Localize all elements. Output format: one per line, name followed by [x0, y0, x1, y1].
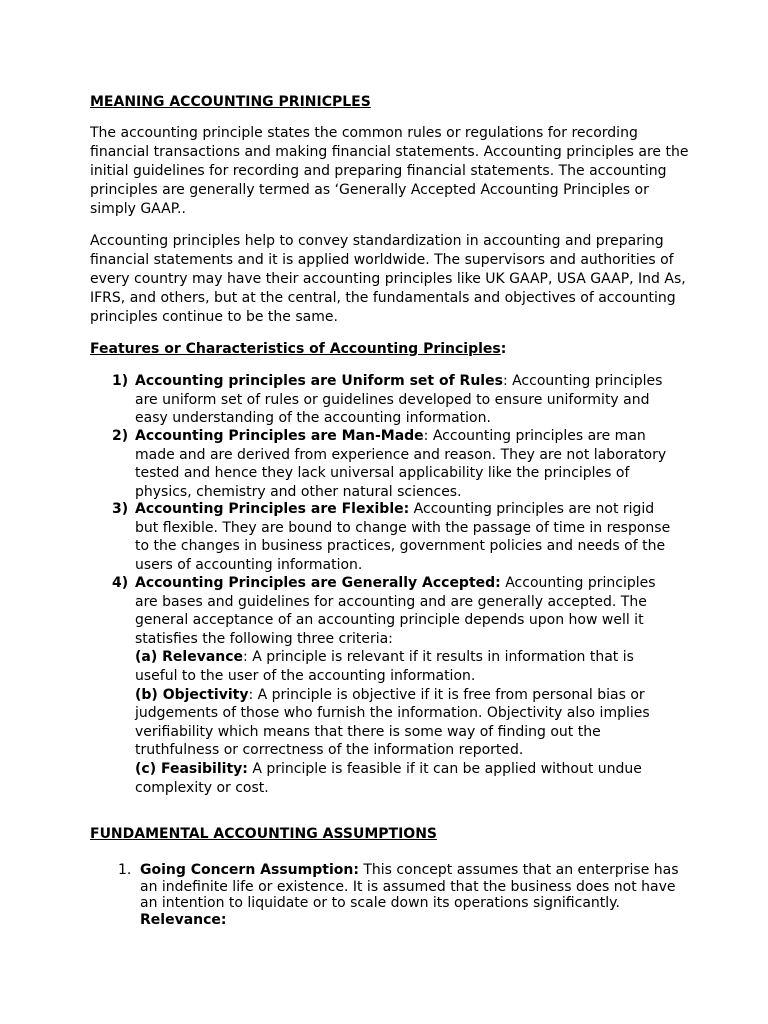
feature-text: Accounting principles are bases and guidelines for accounting and are generally accepted. The general acceptance of an accounting principle depends upon how well it statisfies the following three criteria: [135, 575, 656, 647]
feature-item-2 [112, 427, 680, 501]
features-heading-colon: : [500, 341, 507, 357]
heading-fundamental-assumptions: FUNDAMENTAL ACCOUNTING ASSUMPTIONS [90, 826, 438, 842]
feature-number: 2) [112, 428, 129, 444]
assumption-number: 1. [118, 862, 132, 878]
criterion-text: A principle is feasible if it can be applied without undue complexity or cost. [135, 760, 642, 796]
criterion-text: : A principle is relevant if it results in information that is useful to the user of the accounting information. [135, 649, 634, 684]
heading-meaning-accounting-principles: MEANING ACCOUNTING PRINICPLES [90, 94, 371, 110]
assumption-subheading: Relevance: [140, 911, 227, 928]
feature-title: Accounting principles are Uniform set of Rules [135, 373, 503, 389]
paragraph-definition: The accounting principle states the common rules or regulations for recording financial transactions and making financial statements. Accounting principles are the initial guidelines for recording and preparing financial statements. The accounting principles are generally termed as ‘Generally Accepted Accounting Principles or simply GAAP.. [90, 125, 689, 217]
feature-number: 1) [112, 373, 129, 389]
feature-title: Accounting Principles are Man-Made [135, 428, 424, 444]
feature-title: Accounting Principles are Generally Accepted: [135, 575, 501, 591]
features-heading [90, 340, 506, 358]
feature-text: : Accounting principles are uniform set of rules or guidelines developed to ensure uniformity and easy understanding of the accounting information. [135, 373, 663, 427]
criterion-title: (b) Objectivity [135, 686, 249, 703]
features-heading-text: Features or Characteristics of Accounting Principles [90, 341, 501, 357]
criterion-title: (a) Relevance [135, 649, 244, 666]
assumption-text: This concept assumes that an enterprise has an indefinite life or existence. It is assumed that the business does not have an intention to liquidate or to scale down its operations significantly. [140, 862, 679, 911]
assumption-item-1 [118, 862, 685, 928]
feature-item-4 [112, 574, 680, 797]
paragraph-standardization: Accounting principles help to convey standardization in accounting and preparing financial statements and it is applied worldwide. The supervisors and authorities of every country may have their accounting principles like UK GAAP, USA GAAP, Ind As, IFRS, and others, but at the central, the fundamentals and objectives of accounting principles continue to be the same. [90, 233, 686, 325]
feature-text: : Accounting principles are man made and are derived from experience and reason. They are not laboratory tested and hence they lack universal applicability like the principles of physics, chemistry and other natural sciences. [135, 428, 667, 500]
criterion-objectivity [135, 686, 680, 760]
criterion-text: : A principle is objective if it is free from personal bias or judgements of those who furnish the information. Objectivity also implies verifiability which means that there is some way of finding out the truthfulness or correctness of the information reported. [135, 686, 650, 759]
criterion-feasibility [135, 760, 680, 797]
criterion-relevance [135, 648, 680, 685]
feature-item-3 [112, 500, 680, 574]
criterion-title: (c) Feasibility: [135, 760, 248, 777]
feature-number: 3) [112, 501, 129, 517]
feature-item-1 [112, 372, 680, 428]
feature-title: Accounting Principles are Flexible: [135, 501, 410, 517]
feature-text: Accounting principles are not rigid but flexible. They are bound to change with the passage of time in response to the changes in business practices, government policies and needs of the users of accounting information. [135, 501, 671, 573]
feature-number: 4) [112, 575, 129, 591]
assumption-title: Going Concern Assumption: [140, 862, 359, 878]
